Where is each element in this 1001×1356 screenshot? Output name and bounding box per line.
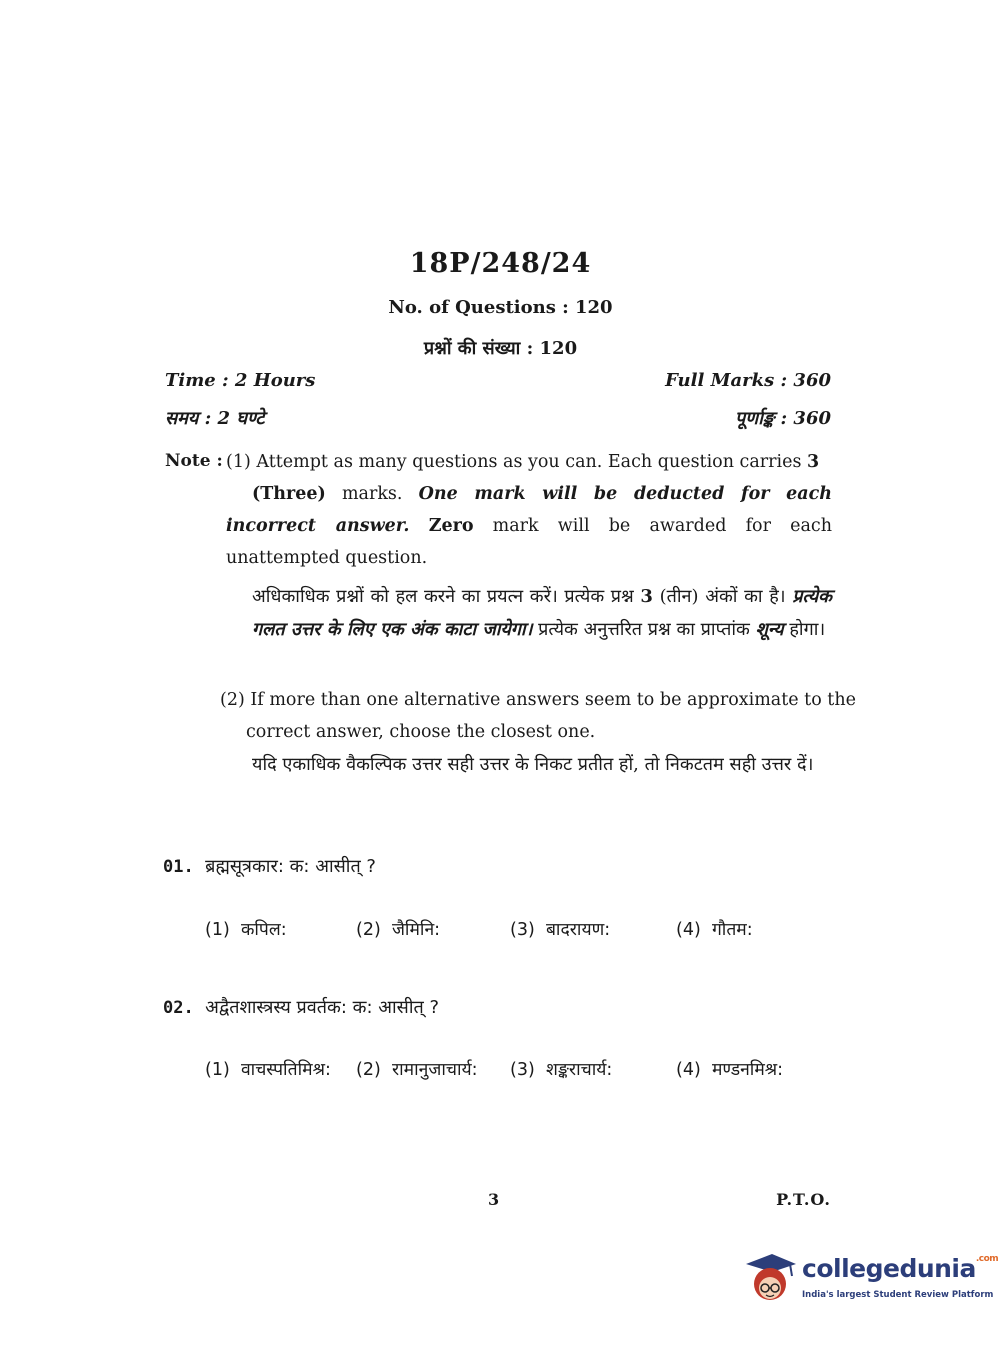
question-1	[163, 854, 376, 878]
note-item-1-text-b: 3	[807, 452, 820, 472]
collegedunia-logo	[742, 1250, 999, 1310]
note-item-1-text-a: Attempt as many questions as you can. Each question carries	[256, 452, 802, 472]
note-item-2-en	[220, 684, 858, 748]
question-2-number: 02.	[163, 998, 194, 1018]
note-item-1-hi-a: अधिकाधिक प्रश्नों को हल करने का प्रयत्न करें। प्रत्येक प्रश्न	[252, 586, 634, 607]
question-2	[163, 995, 439, 1019]
question-1-text: ब्रह्मसूत्रकार: क: आसीत् ?	[205, 856, 376, 877]
question-2-option-3: (3) शङ्कराचार्य:	[510, 1060, 613, 1080]
question-2-option-1: (1) वाचस्पतिमिश्र:	[205, 1060, 331, 1080]
question-2-option-4: (4) मण्डनमिश्र:	[676, 1060, 784, 1080]
note-item-1-text-e: One mark will be deducted for each incorrect answer.	[226, 484, 832, 536]
brand-name: collegedunia$^{.com}$	[802, 1254, 999, 1283]
note-item-1-text-c: (Three)	[252, 484, 326, 504]
note-item-1-hi	[252, 580, 832, 646]
note-item-1-text-g: mark will be awarded for each unattempted question.	[226, 516, 832, 568]
note-item-1-number: (1)	[226, 452, 251, 472]
question-1-option-3: (3) बादरायण:	[510, 920, 611, 940]
student-mascot-icon	[742, 1250, 798, 1310]
note-item-2-hi: यदि एकाधिक वैकल्पिक उत्तर सही उत्तर के निकट प्रतीत हों, तो निकटतम सही उत्तर दें।	[252, 754, 814, 775]
question-1-option-2: (2) जैमिनि:	[356, 920, 441, 940]
note-item-1-text-f: Zero	[428, 516, 474, 536]
paper-code: 18P/248/24	[409, 248, 592, 279]
note-label: Note :	[165, 451, 223, 471]
note-item-1-text-d: marks.	[341, 484, 403, 504]
page-number: 3	[488, 1190, 500, 1209]
question-1-number: 01.	[163, 857, 194, 877]
question-1-option-1: (1) कपिल:	[205, 920, 287, 940]
marks-en: Full Marks : 360	[665, 370, 831, 391]
note-item-1-en	[226, 446, 832, 574]
note-item-2-text: If more than one alternative answers seem to be approximate to the correct answer, choose the closest one.	[246, 690, 856, 742]
pto-label: P.T.O.	[776, 1190, 831, 1209]
num-questions-hi: प्रश्नों की संख्या : 120	[423, 338, 578, 359]
note-item-1-hi-b: 3	[640, 586, 653, 607]
time-hi: समय : 2 घण्टे	[165, 408, 265, 429]
brand-tagline: India's largest Student Review Platform	[802, 1290, 994, 1300]
question-2-text: अद्वैतशास्त्रस्य प्रवर्तक: क: आसीत् ?	[205, 997, 440, 1018]
time-en: Time : 2 Hours	[165, 370, 316, 391]
note-item-1-hi-g: होगा।	[789, 619, 826, 640]
note-item-1-hi-f: शून्य	[755, 619, 784, 640]
note-item-1-hi-d: प्रत्येक गलत उत्तर के लिए एक अंक काटा जायेगा।	[252, 586, 832, 640]
note-item-1-hi-c: (तीन) अंकों का है।	[659, 586, 786, 607]
question-2-option-2: (2) रामानुजाचार्य:	[356, 1060, 478, 1080]
note-item-2-number: (2)	[220, 690, 245, 710]
marks-hi: पूर्णाङ्क : 360	[734, 408, 831, 429]
note-item-1-hi-e: प्रत्येक अनुत्तरित प्रश्न का प्राप्तांक	[538, 619, 750, 640]
question-1-option-4: (4) गौतम:	[676, 920, 753, 940]
num-questions-en: No. of Questions : 120	[388, 297, 613, 318]
